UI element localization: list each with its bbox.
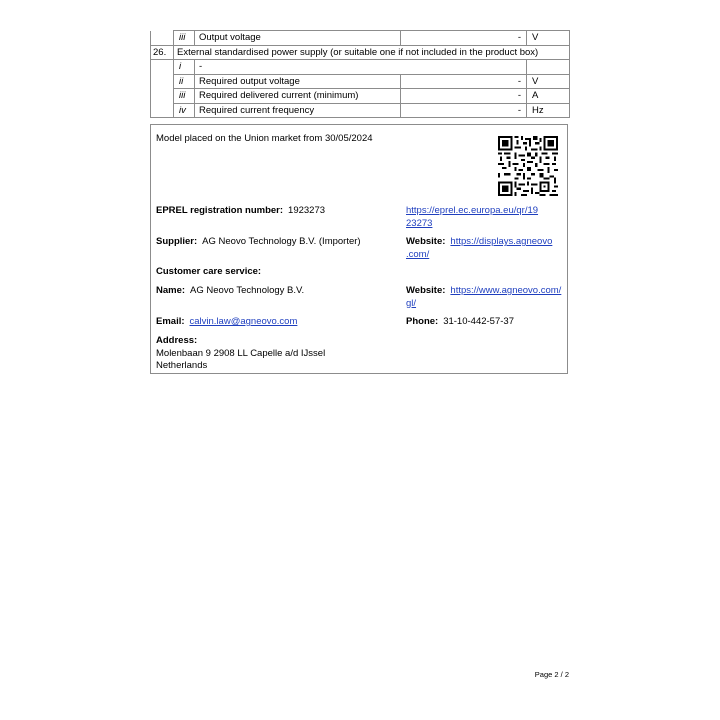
name-label: Name: bbox=[156, 285, 186, 296]
table-row bbox=[151, 103, 570, 118]
table-row bbox=[151, 74, 570, 89]
row-description: Required current frequency bbox=[195, 103, 401, 118]
row-value: - bbox=[401, 74, 527, 89]
phone-label: Phone: bbox=[406, 316, 439, 327]
supplier-name: AG Neovo Technology B.V. (Importer) bbox=[202, 236, 361, 247]
row-unit: A bbox=[527, 89, 570, 104]
row-value: - bbox=[401, 103, 527, 118]
address-line2: Netherlands bbox=[156, 360, 208, 371]
email-link[interactable]: calvin.law@agneovo.com bbox=[189, 316, 298, 327]
eprel-url-line2[interactable]: 23273 bbox=[406, 217, 433, 229]
table-row bbox=[151, 89, 570, 104]
supplier-label: Supplier: bbox=[156, 236, 198, 247]
row-sub-index: ii bbox=[174, 74, 195, 89]
phone-value: 31-10-442-57-37 bbox=[443, 316, 514, 327]
customer-care-email bbox=[156, 316, 297, 329]
supplier-website bbox=[406, 236, 552, 261]
row-number bbox=[151, 74, 174, 89]
supplier-info bbox=[156, 236, 361, 249]
row-unit bbox=[527, 60, 570, 75]
customer-care-heading bbox=[156, 266, 266, 279]
supplier-website-label: Website: bbox=[406, 236, 446, 247]
qr-code-icon[interactable] bbox=[498, 136, 558, 196]
row-value: - bbox=[401, 89, 527, 104]
row-value: - bbox=[401, 31, 527, 46]
row-unit: Hz bbox=[527, 103, 570, 118]
eprel-registration bbox=[156, 205, 325, 218]
eprel-link[interactable] bbox=[406, 205, 538, 230]
customer-care-address bbox=[156, 335, 325, 373]
eprel-label: EPREL registration number: bbox=[156, 205, 284, 216]
address-label: Address: bbox=[156, 335, 198, 346]
eprel-number: 1923273 bbox=[288, 205, 326, 216]
row-number bbox=[151, 31, 174, 46]
address-line1: Molenbaan 9 2908 LL Capelle a/d IJssel bbox=[156, 347, 326, 359]
customer-care-phone bbox=[406, 316, 514, 329]
row-number bbox=[151, 60, 174, 75]
row-sub-index: iii bbox=[174, 31, 195, 46]
row-description: External standardised power supply (or suitable one if not included in the product box) bbox=[174, 45, 570, 60]
row-description: Required delivered current (minimum) bbox=[195, 89, 401, 104]
table-row bbox=[151, 45, 570, 60]
name-value: AG Neovo Technology B.V. bbox=[190, 285, 305, 296]
customer-care-name bbox=[156, 285, 304, 298]
email-label: Email: bbox=[156, 316, 185, 327]
model-placed-text: Model placed on the Union market from 30/05/2024 bbox=[156, 133, 373, 144]
supplier-website-link-line2[interactable]: .com/ bbox=[406, 248, 430, 260]
row-unit: V bbox=[527, 31, 570, 46]
table-row bbox=[151, 31, 570, 46]
row-sub-index: iv bbox=[174, 103, 195, 118]
customer-care-website-link-line1[interactable]: https://www.agneovo.com/ bbox=[450, 285, 562, 296]
row-number: 26. bbox=[151, 45, 174, 60]
row-description: Output voltage bbox=[195, 31, 401, 46]
supplier-website-link-line1[interactable]: https://displays.agneovo bbox=[450, 236, 553, 247]
row-number bbox=[151, 89, 174, 104]
page-number: Page 2 / 2 bbox=[534, 670, 569, 679]
spec-table bbox=[150, 30, 570, 118]
customer-care-website-label: Website: bbox=[406, 285, 446, 296]
row-sub-index: iii bbox=[174, 89, 195, 104]
row-sub-index: i bbox=[174, 60, 195, 75]
row-description: Required output voltage bbox=[195, 74, 401, 89]
row-number bbox=[151, 103, 174, 118]
customer-care-heading-text: Customer care service: bbox=[156, 266, 262, 277]
customer-care-website bbox=[406, 285, 561, 310]
customer-care-website-link-line2[interactable]: gl/ bbox=[406, 297, 417, 309]
table-row bbox=[151, 60, 570, 75]
row-unit: V bbox=[527, 74, 570, 89]
row-description: - bbox=[195, 60, 527, 75]
eprel-url-line1[interactable]: https://eprel.ec.europa.eu/qr/19 bbox=[406, 205, 539, 216]
